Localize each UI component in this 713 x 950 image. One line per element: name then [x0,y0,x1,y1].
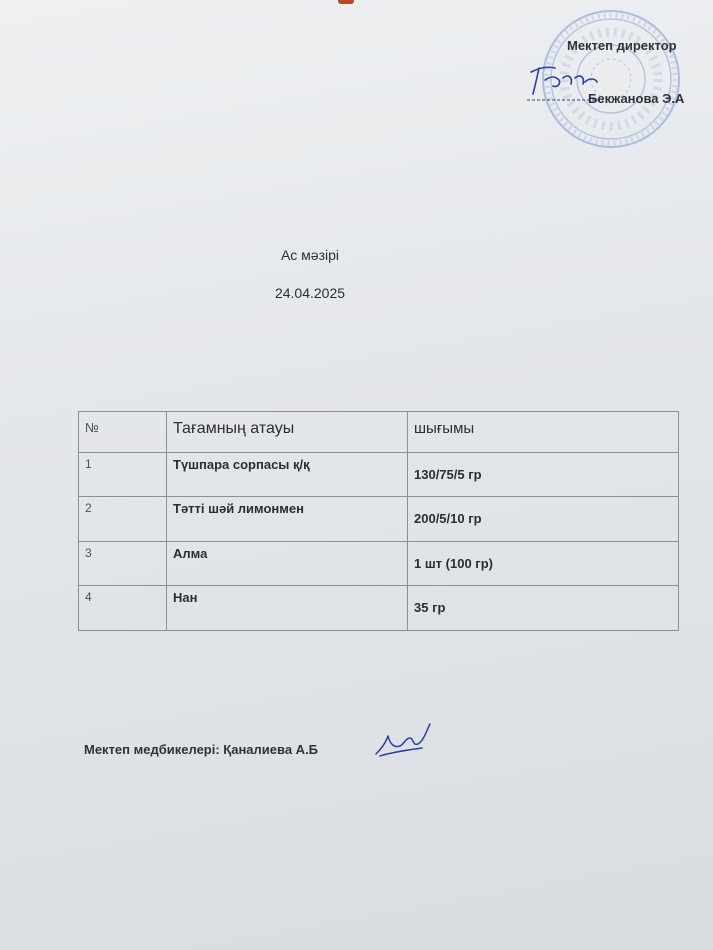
nurse-line: Мектеп медбикелері: Қаналиева А.Б [84,742,319,757]
row-number: 1 [79,452,167,497]
paper-clip-mark [338,0,354,4]
column-header-dish: Тағамның атауы [167,412,408,453]
dish-name: Алма [167,541,408,586]
dish-output: 200/5/10 гр [408,497,679,542]
column-header-output: шығымы [408,412,679,453]
dish-output: 130/75/5 гр [408,452,679,497]
dish-output: 35 гр [408,586,679,631]
nurse-signature-icon [372,718,436,764]
dish-name: Тәтті шәй лимонмен [167,497,408,542]
menu-date: 24.04.2025 [274,285,346,301]
dish-output: 1 шт (100 гр) [408,541,679,586]
table-row [79,586,679,631]
table-row [79,497,679,542]
dish-name: Түшпара сорпасы қ/қ [167,452,408,497]
row-number: 3 [79,541,167,586]
row-number: 2 [79,497,167,542]
table-row [79,541,679,586]
table-row [79,452,679,497]
row-number: 4 [79,586,167,631]
table-header-row [79,412,679,453]
menu-table [78,411,679,631]
dish-name: Нан [167,586,408,631]
director-name: Бекжанова Э.А [588,91,685,106]
menu-title: Ас мәзірі [280,247,340,263]
director-title: Мектеп директор [567,38,677,53]
column-header-number: № [79,412,167,453]
